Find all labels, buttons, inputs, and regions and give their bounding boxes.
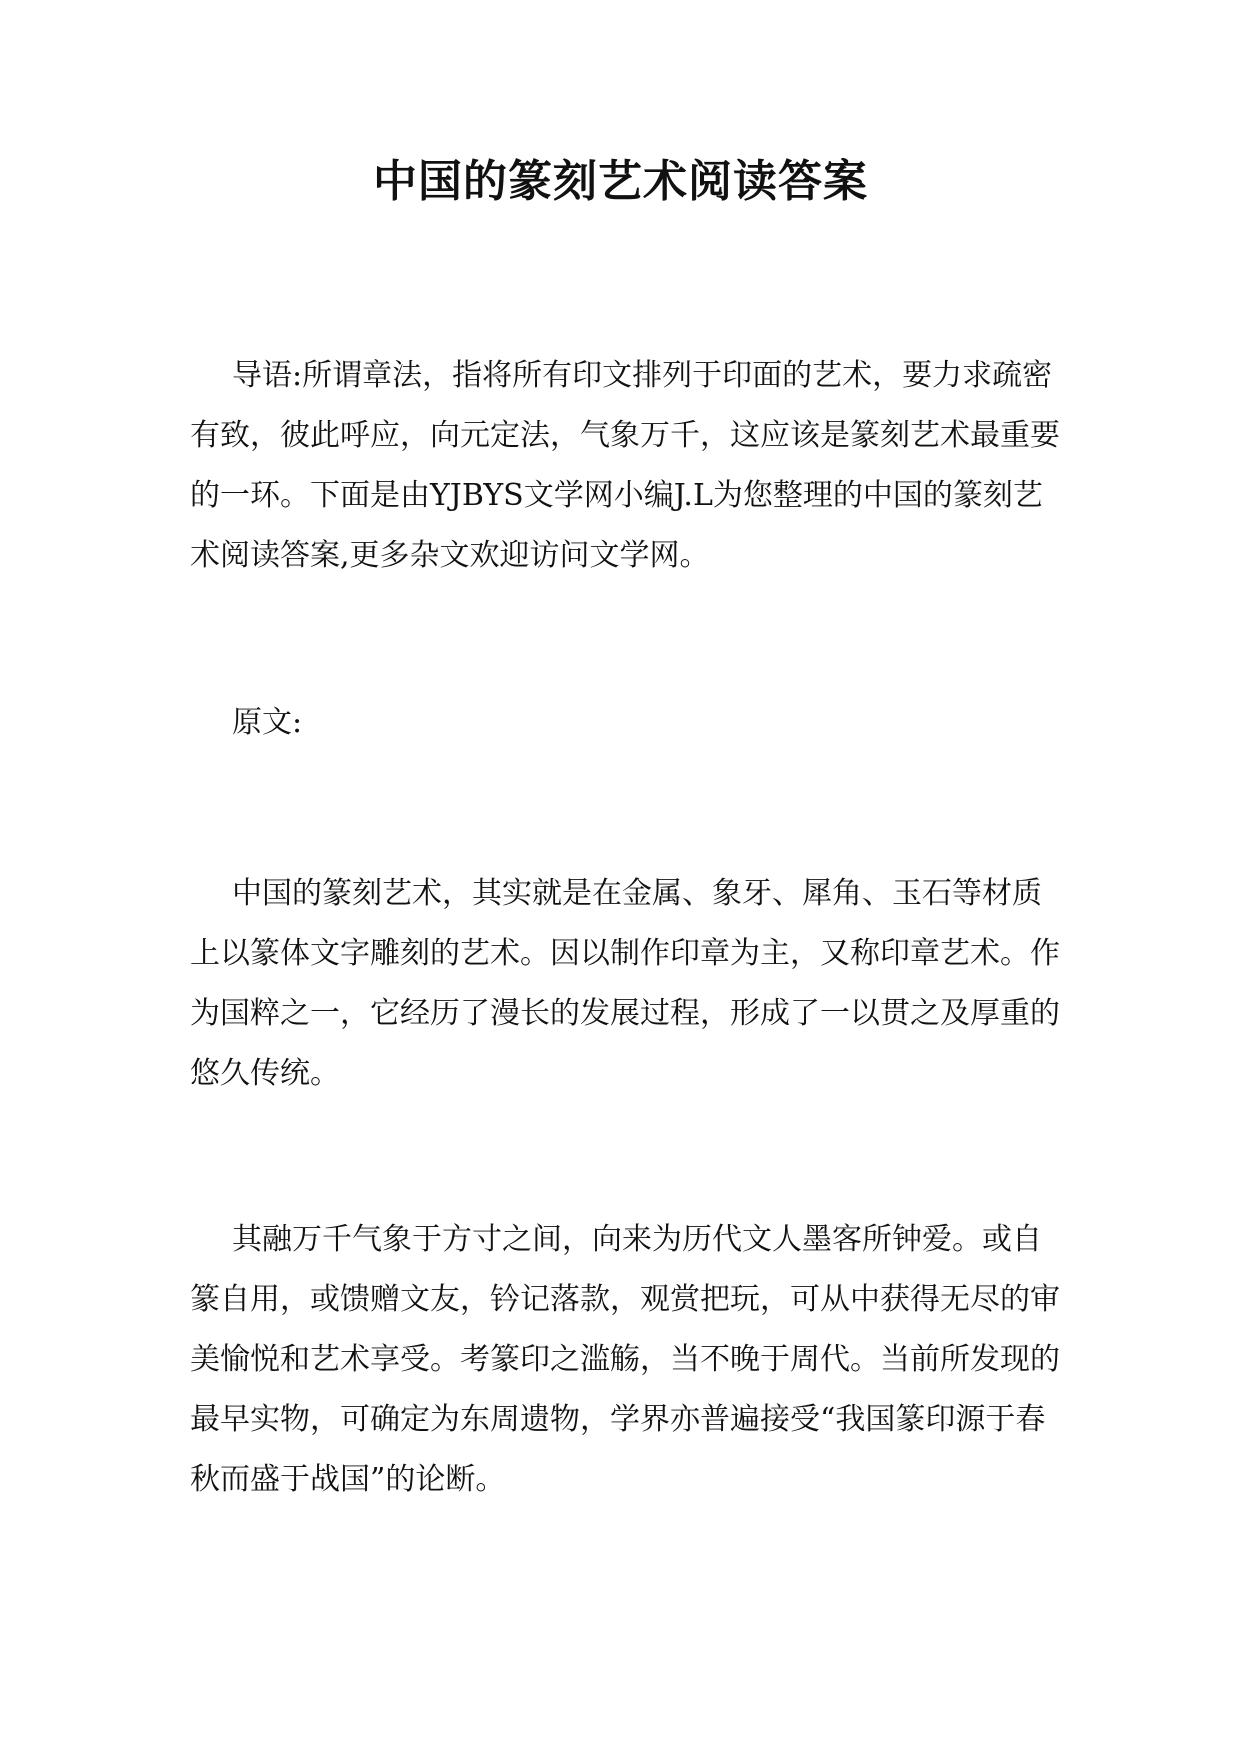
document-title: 中国的篆刻艺术阅读答案 [373, 156, 868, 207]
original-text-label: 原文: [232, 705, 303, 740]
body-paragraph-1: 中国的篆刻艺术，其实就是在金属、象牙、犀角、玉石等材质上以篆体文字雕刻的艺术。因以制作印章为主，又称印章艺术。作为国粹之一，它经历了漫长的发展过程，形成了一以贯之及厚重的悠久传统。 [190, 876, 1060, 1091]
body-paragraph-2: 其融万千气象于方寸之间，向来为历代文人墨客所钟爱。或自篆自用，或馈赠文友，钤记落款，观赏把玩，可从中获得无尽的审美愉悦和艺术享受。考篆印之滥觞，当不晚于周代。当前所发现的最早实物，可确定为东周遗物，学界亦普遍接受“我国篆印源于春秋而盛于战国”的论断。 [190, 1222, 1060, 1497]
intro-paragraph: 导语:所谓章法，指将所有印文排列于印面的艺术，要力求疏密有致，彼此呼应，向元定法，气象万千，这应该是篆刻艺术最重要的一环。下面是由YJBYS文学网小编J.L为您整理的中国的篆刻艺术阅读答案,更多杂文欢迎访问文学网。 [190, 358, 1060, 573]
